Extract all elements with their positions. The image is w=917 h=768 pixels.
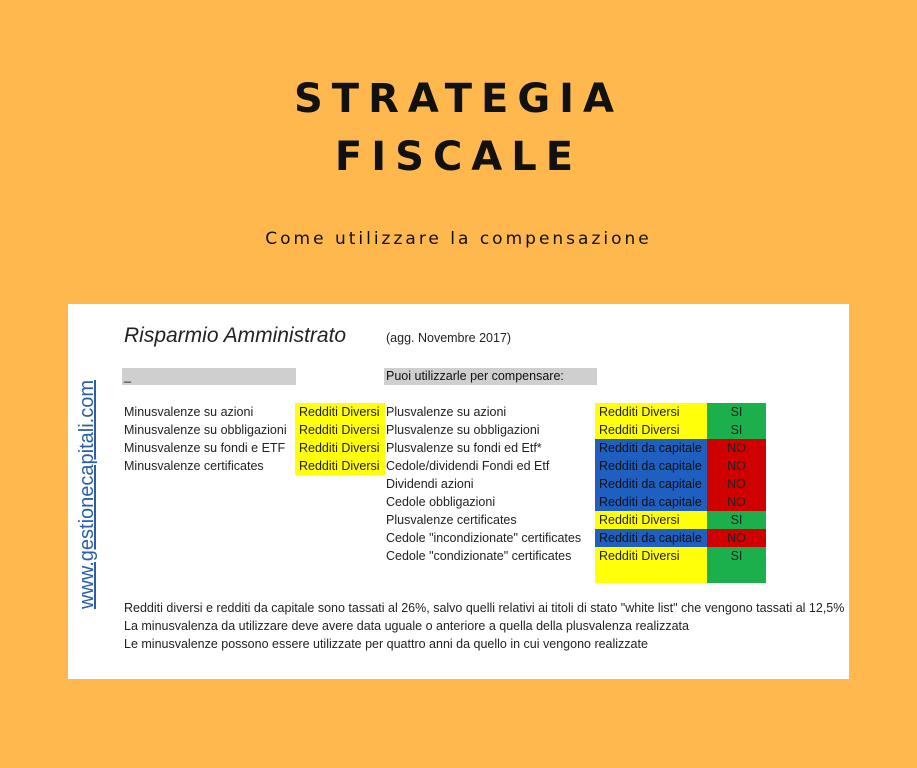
left-row-category: Redditi Diversi	[299, 423, 380, 437]
left-header-bar: _	[122, 368, 296, 385]
right-row-label: Plusvalenze su azioni	[386, 405, 507, 419]
answer-badge: NO	[707, 439, 766, 457]
footnote: Le minusvalenze possono essere utilizzate per quattro anni da quello in cui vengono realizzate	[124, 637, 648, 651]
right-row-label: Plusvalenze certificates	[386, 513, 517, 527]
subtitle: Come utilizzare la compensazione	[265, 229, 652, 249]
update-date: (agg. Novembre 2017)	[386, 331, 512, 345]
right-row-category: Redditi Diversi	[595, 421, 707, 439]
right-header-bar: Puoi utilizzarle per compensare:	[384, 368, 597, 385]
left-row-category: Redditi Diversi	[299, 441, 380, 455]
right-row-category: Redditi Diversi	[595, 403, 707, 421]
tax-table-card	[68, 304, 849, 679]
left-row-label: Minusvalenze su fondi e ETF	[124, 441, 286, 455]
left-row-category: Redditi Diversi	[299, 405, 380, 419]
left-row-label: Minusvalenze su azioni	[124, 405, 254, 419]
answer-badge: NO	[707, 493, 766, 511]
right-row-category: Redditi Diversi	[595, 547, 707, 583]
right-row-label: Cedole "condizionate" certificates	[386, 549, 572, 563]
right-row-label: Cedole obbligazioni	[386, 495, 496, 509]
footnote: Redditi diversi e redditi da capitale sono tassati al 26%, salvo quelli relativi ai titoli di stato "white list" che vengono tassati al 12,5%	[124, 601, 845, 615]
title-line-1: STRATEGIA	[293, 76, 624, 122]
right-row-category: Redditi da capitale	[595, 457, 707, 475]
answer-badge: NO	[707, 457, 766, 475]
answer-badge: SI	[707, 403, 766, 421]
right-row-label: Plusvalenze su obbligazioni	[386, 423, 540, 437]
left-row-category: Redditi Diversi	[299, 459, 380, 473]
right-row-category: Redditi da capitale	[595, 475, 707, 493]
answer-badge: SI	[707, 547, 766, 583]
left-row-label: Minusvalenze certificates	[124, 459, 264, 473]
right-row-category: Redditi da capitale	[595, 529, 707, 547]
answer-badge: NO	[707, 529, 766, 547]
right-row-category: Redditi da capitale	[595, 493, 707, 511]
answer-badge: SI	[707, 421, 766, 439]
right-row-category: Redditi Diversi	[595, 511, 707, 529]
left-row-label: Minusvalenze su obbligazioni	[124, 423, 287, 437]
website-link[interactable]: www.gestionecapitali.com	[76, 380, 98, 609]
table-heading: Risparmio Amministrato	[124, 324, 347, 347]
right-row-label: Cedole/dividendi Fondi ed Etf	[386, 459, 550, 473]
right-row-label: Plusvalenze su fondi ed Etf*	[386, 441, 542, 455]
title-line-2: FISCALE	[334, 134, 583, 180]
answer-badge: NO	[707, 475, 766, 493]
answer-badge: SI	[707, 511, 766, 529]
right-row-category: Redditi da capitale	[595, 439, 707, 457]
right-row-label: Cedole "incondizionate" certificates	[386, 531, 582, 545]
right-row-label: Dividendi azioni	[386, 477, 474, 491]
footnote: La minusvalenza da utilizzare deve avere data uguale o anteriore a quella della plusvalenza realizzata	[124, 619, 689, 633]
